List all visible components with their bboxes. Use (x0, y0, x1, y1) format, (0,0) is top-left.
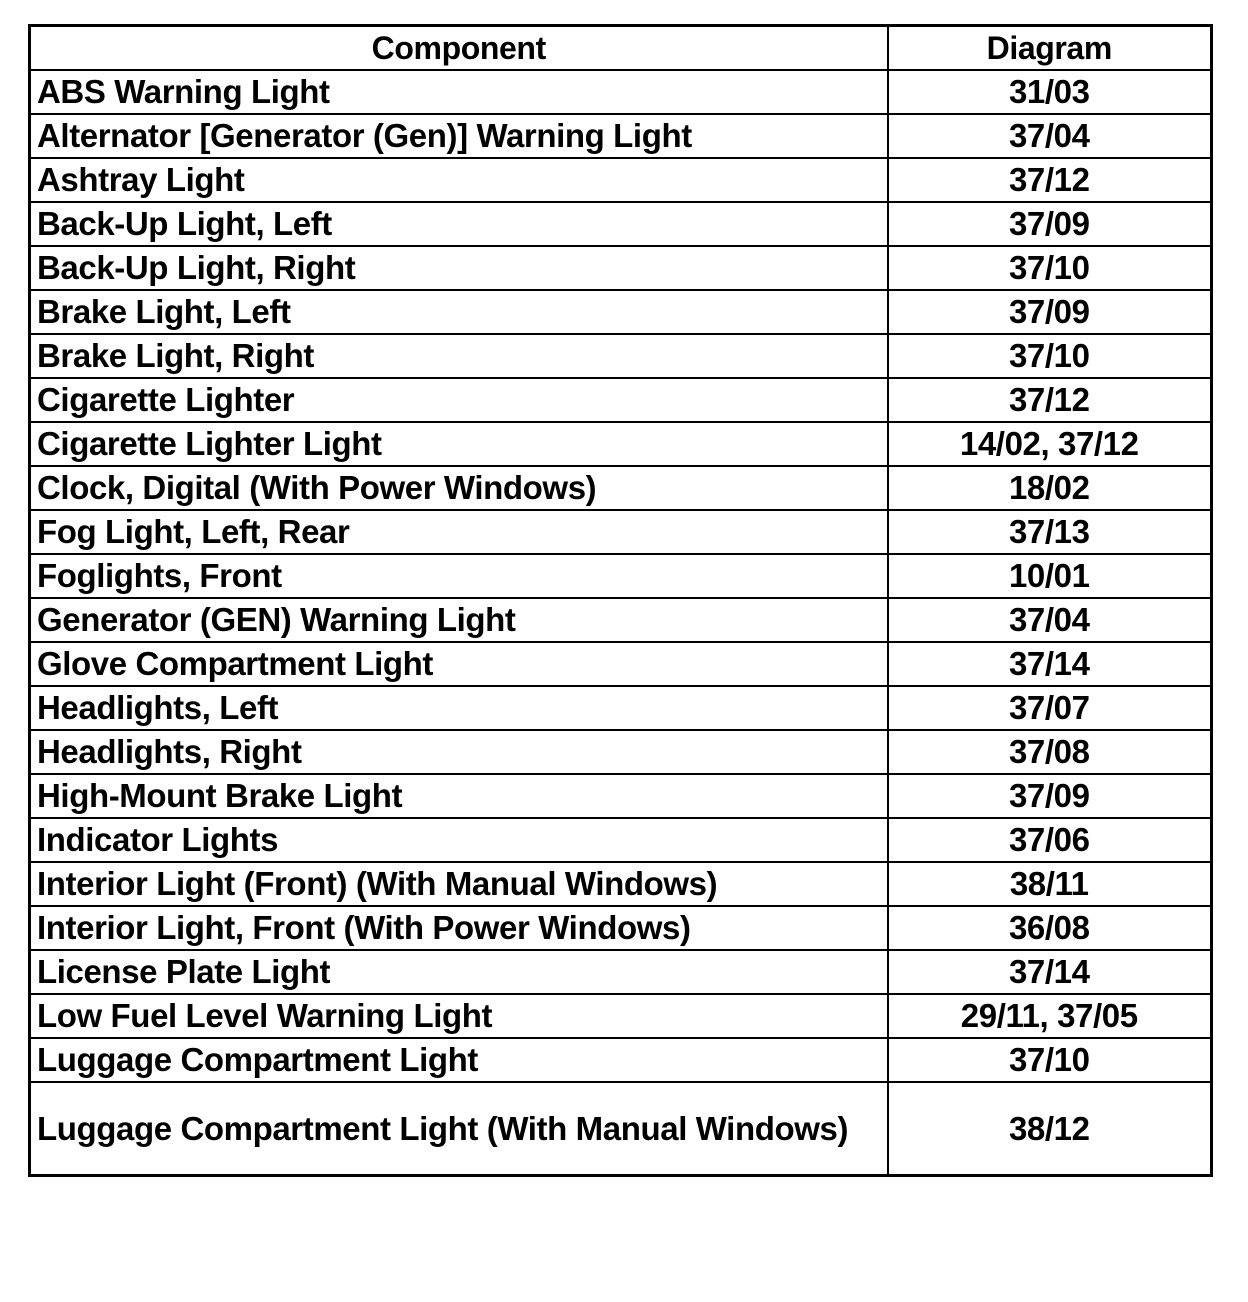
table-row (30, 686, 1212, 730)
table-row (30, 466, 1212, 510)
component-cell: Headlights, Right (30, 730, 888, 774)
table-row (30, 730, 1212, 774)
diagram-cell: 38/11 (888, 862, 1212, 906)
table-row (30, 950, 1212, 994)
table-row (30, 246, 1212, 290)
component-cell: Brake Light, Right (30, 334, 888, 378)
diagram-cell: 37/13 (888, 510, 1212, 554)
header-row (30, 26, 1212, 70)
component-cell: Generator (GEN) Warning Light (30, 598, 888, 642)
component-cell: Alternator [Generator (Gen)] Warning Light (30, 114, 888, 158)
table-row (30, 158, 1212, 202)
table-row (30, 510, 1212, 554)
component-cell: Glove Compartment Light (30, 642, 888, 686)
diagram-cell: 36/08 (888, 906, 1212, 950)
table-row (30, 334, 1212, 378)
table-row (30, 290, 1212, 334)
diagram-cell: 37/09 (888, 774, 1212, 818)
component-cell: Back-Up Light, Right (30, 246, 888, 290)
component-cell: Low Fuel Level Warning Light (30, 994, 888, 1038)
diagram-cell: 37/04 (888, 598, 1212, 642)
component-cell: License Plate Light (30, 950, 888, 994)
component-cell: Foglights, Front (30, 554, 888, 598)
component-cell: Cigarette Lighter (30, 378, 888, 422)
diagram-cell: 37/09 (888, 202, 1212, 246)
component-cell: Indicator Lights (30, 818, 888, 862)
table-row (30, 642, 1212, 686)
diagram-cell: 37/14 (888, 950, 1212, 994)
diagram-cell: 14/02, 37/12 (888, 422, 1212, 466)
diagram-cell: 37/10 (888, 1038, 1212, 1082)
diagram-cell: 37/04 (888, 114, 1212, 158)
diagram-cell: 37/07 (888, 686, 1212, 730)
table-row (30, 774, 1212, 818)
diagram-cell: 10/01 (888, 554, 1212, 598)
table-row (30, 378, 1212, 422)
component-diagram-table (28, 24, 1213, 1177)
diagram-cell: 37/10 (888, 246, 1212, 290)
diagram-cell: 37/09 (888, 290, 1212, 334)
component-cell: Back-Up Light, Left (30, 202, 888, 246)
diagram-cell: 37/06 (888, 818, 1212, 862)
component-cell: Ashtray Light (30, 158, 888, 202)
document-page (28, 24, 1210, 1177)
diagram-cell: 37/08 (888, 730, 1212, 774)
table-row (30, 422, 1212, 466)
diagram-cell: 37/12 (888, 158, 1212, 202)
table-row (30, 598, 1212, 642)
component-cell: Interior Light (Front) (With Manual Windows) (30, 862, 888, 906)
table-row (30, 202, 1212, 246)
diagram-cell: 31/03 (888, 70, 1212, 114)
diagram-cell: 38/12 (888, 1082, 1212, 1176)
component-cell: Headlights, Left (30, 686, 888, 730)
table-row (30, 994, 1212, 1038)
table-row (30, 818, 1212, 862)
table-row (30, 554, 1212, 598)
component-cell: ABS Warning Light (30, 70, 888, 114)
component-cell: Interior Light, Front (With Power Windows) (30, 906, 888, 950)
component-cell: Brake Light, Left (30, 290, 888, 334)
table-row (30, 862, 1212, 906)
diagram-cell: 37/10 (888, 334, 1212, 378)
component-cell: Luggage Compartment Light (With Manual Windows) (30, 1082, 888, 1176)
component-cell: High-Mount Brake Light (30, 774, 888, 818)
table-row (30, 114, 1212, 158)
diagram-cell: 37/14 (888, 642, 1212, 686)
component-cell: Luggage Compartment Light (30, 1038, 888, 1082)
diagram-cell: 18/02 (888, 466, 1212, 510)
header-component: Component (30, 26, 888, 70)
table-row (30, 1038, 1212, 1082)
table-row (30, 906, 1212, 950)
diagram-cell: 37/12 (888, 378, 1212, 422)
diagram-cell: 29/11, 37/05 (888, 994, 1212, 1038)
table-row (30, 70, 1212, 114)
component-cell: Clock, Digital (With Power Windows) (30, 466, 888, 510)
component-cell: Fog Light, Left, Rear (30, 510, 888, 554)
table-row (30, 1082, 1212, 1176)
header-diagram: Diagram (888, 26, 1212, 70)
component-cell: Cigarette Lighter Light (30, 422, 888, 466)
